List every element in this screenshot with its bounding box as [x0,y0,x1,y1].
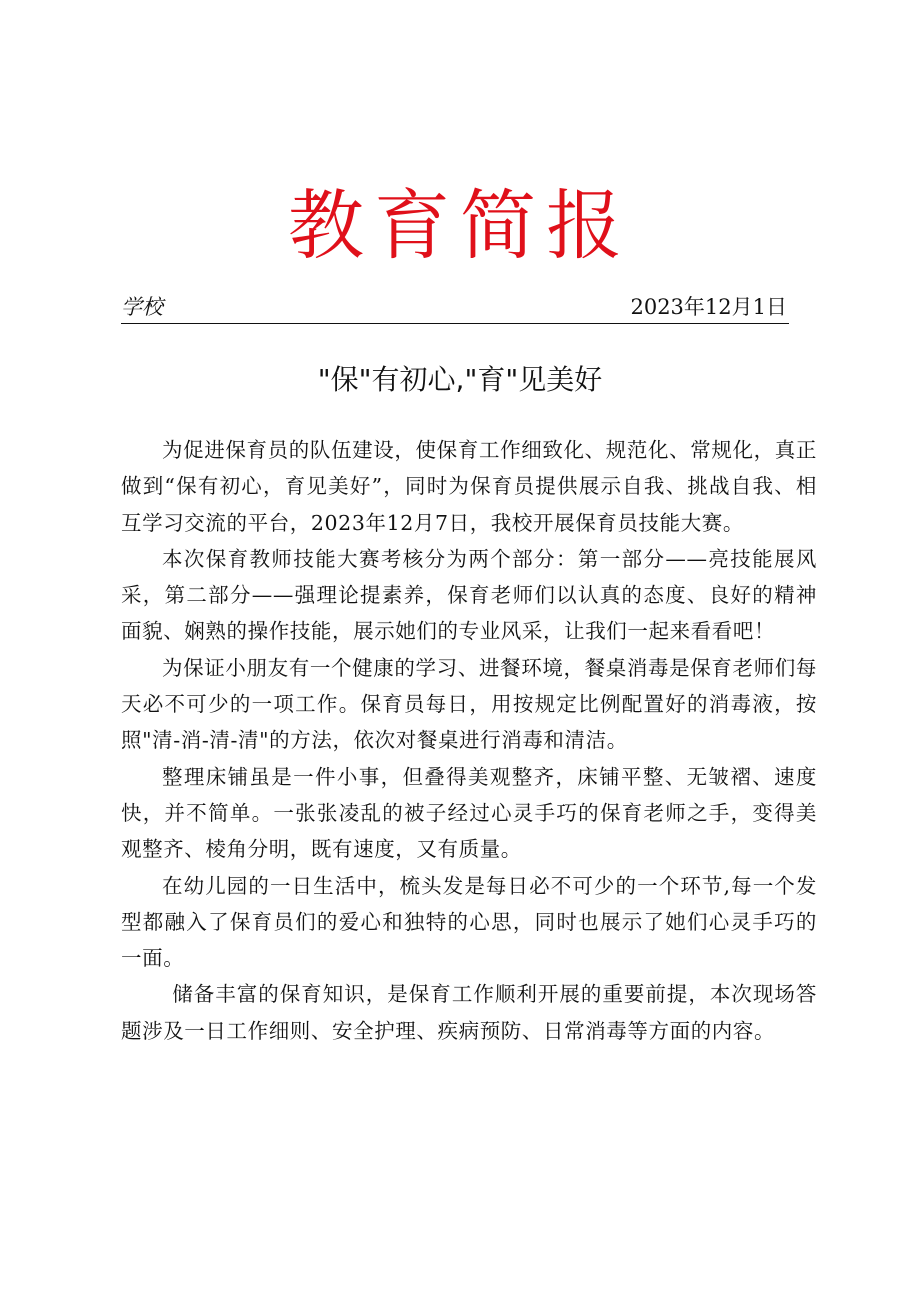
dateline-rule [121,291,789,324]
paragraph-table-disinfection: 为保证小朋友有一个健康的学习、进餐环境，餐桌消毒是保育老师们每天必不可少的一项工作。保育员每日，用按规定比例配置好的消毒液，按照"清-消-清-清"的方法，依次对餐桌进行消毒和清洁。 [121,655,817,753]
paragraph-intro: 为促进保育员的队伍建设，使保育工作细致化、规范化、常规化，真正做到“保有初心，育见美好”，同时为保育员提供展示自我、挑战自我、相互学习交流的平台，2023年12月7日，我校开展保育员技能大赛。 [121,438,817,535]
paragraph-knowledge-quiz: 储备丰富的保育知识，是保育工作顺利开展的重要前提，本次现场答题涉及一日工作细则、安全护理、疾病预防、日常消毒等方面的内容。 [121,982,817,1043]
newsletter-masthead: 教育简报 [288,181,632,270]
school-label: 学校 [121,295,163,319]
article-body [121,432,817,1049]
paragraph-hair-combing: 在幼儿园的一日生活中，梳头发是每日必不可少的一个环节,每一个发型都融入了保育员们的爱心和独特的心思，同时也展示了她们心灵手巧的一面。 [121,873,817,971]
paragraph-bed-making: 整理床铺虽是一件小事，但叠得美观整齐，床铺平整、无皱褶、速度快，并不简单。一张张凌乱的被子经过心灵手巧的保育老师之手，变得美观整齐、棱角分明，既有速度，又有质量。 [121,764,817,862]
paragraph-competition-parts: 本次保育教师技能大赛考核分为两个部分：第一部分——亮技能展风采，第二部分——强理论提素养，保育老师们以认真的态度、良好的精神面貌、娴熟的操作技能，展示她们的专业风采，让我们一起来看看吧！ [121,546,817,644]
article-headline: "保"有初心,"育"见美好 [317,363,603,396]
issue-date: 2023年12月1日 [630,295,787,319]
